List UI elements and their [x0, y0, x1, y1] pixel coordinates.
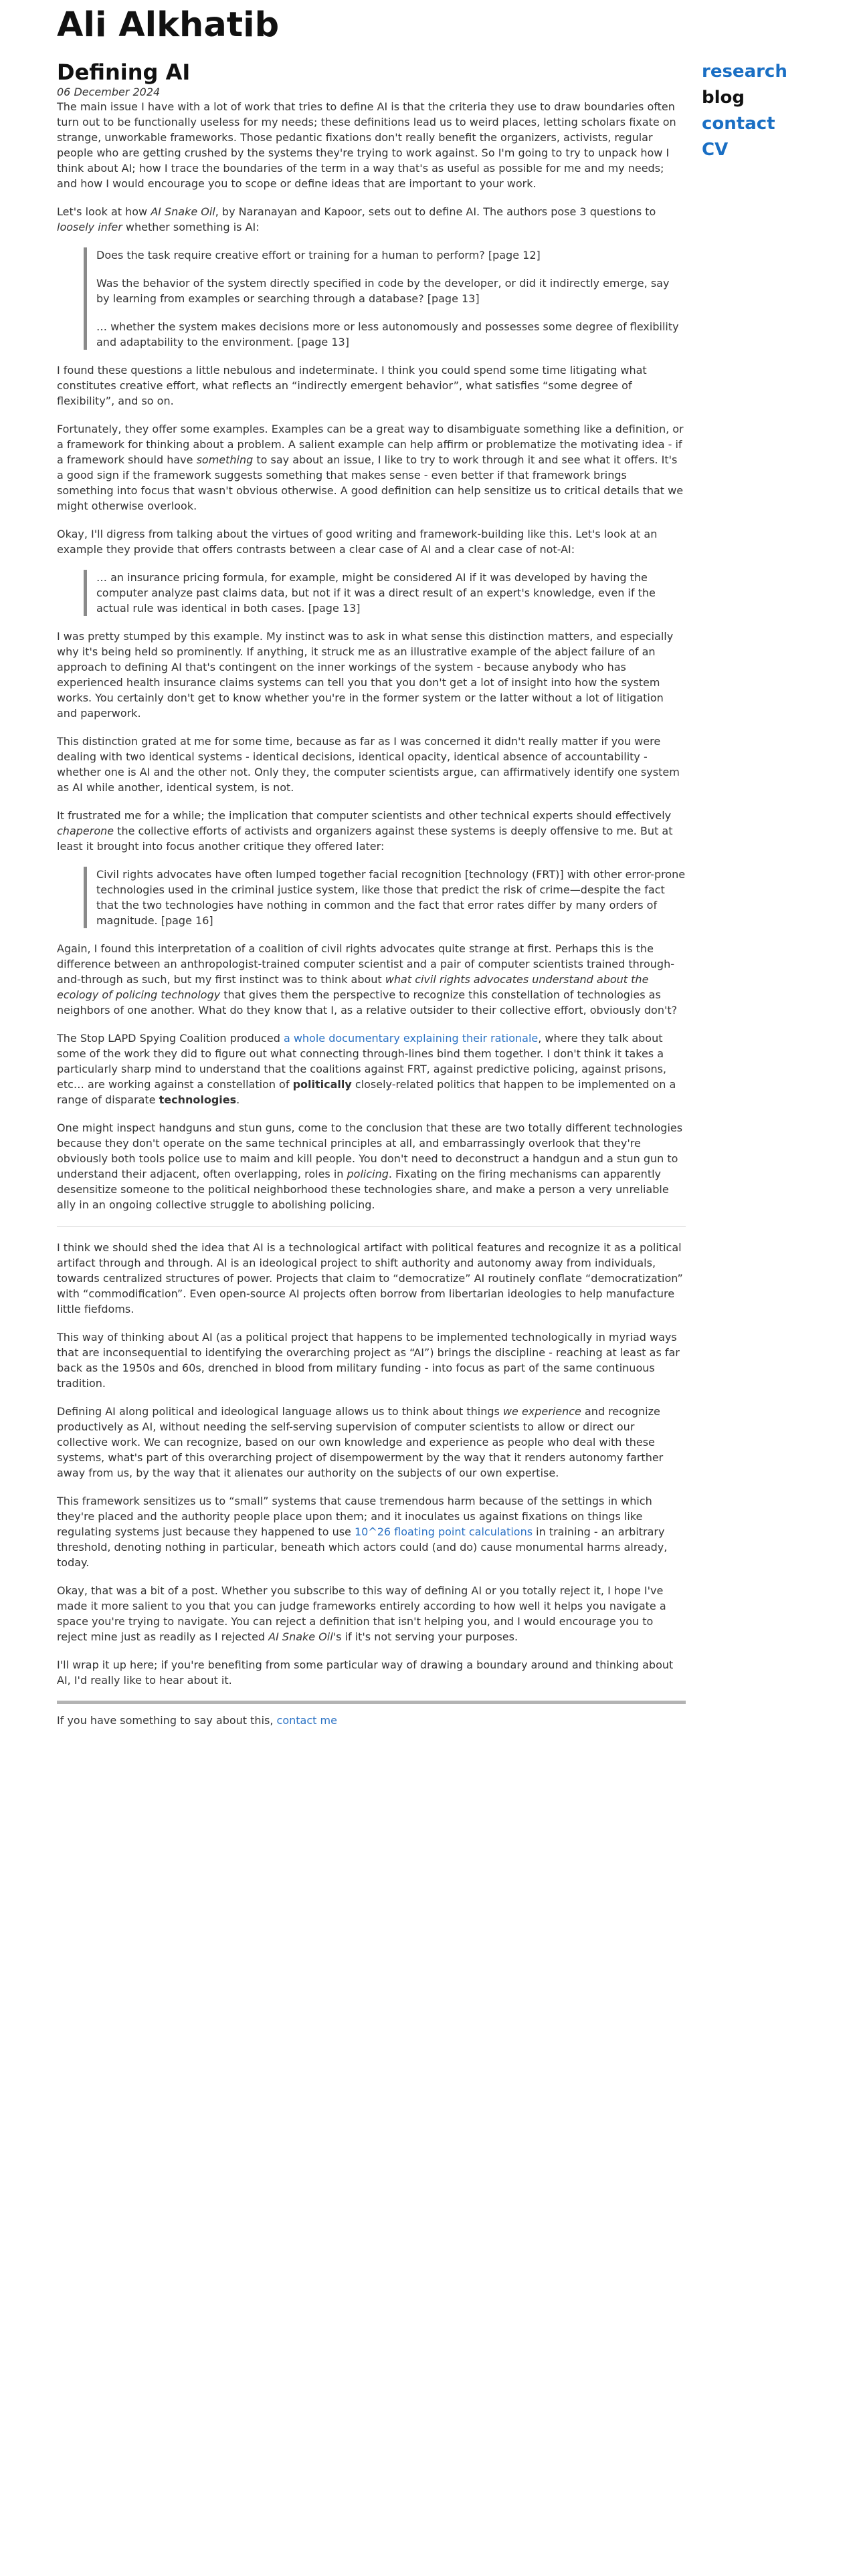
paragraph: [57, 808, 686, 854]
paragraph: This distinction grated at me for some time, because as far as I was concerned it didn't really matter if you were dealing with two identical systems - identical decisions, identical opacity, identical absence of accountability - whether one is AI and the other not. Only they, the computer scientists argue, can affirmatively identify one system as AI while another, identical system, is not.: [57, 735, 680, 794]
post-date: 06 December 2024: [57, 86, 161, 98]
quote-paragraph: … an insurance pricing formula, for example, might be considered AI if it was developed by having the computer analyze past claims data, but not if it was a direct result of an expert's knowledge, even if the actual rule was identical in both cases. [page 13]: [96, 571, 656, 615]
quote-paragraph: Civil rights advocates have often lumped together facial recognition [technology (FRT)] with other error-prone technologies used in the criminal justice system, like those that predict the risk of crime—despite the fact that the two technologies have nothing in common and the fact that error rates differ by many orders of magnitude. [page 16]: [96, 868, 686, 927]
section-divider: [57, 1226, 686, 1227]
nav-cv-link[interactable]: CV: [702, 140, 729, 160]
text: Let's look at how: [57, 205, 151, 218]
text: that gives them the perspective to recognize this constellation of technologies as neighbors of one another. What do they know that I, as a relative outsider to their collective effort, obviously don't?: [57, 988, 678, 1016]
documentary-link[interactable]: a whole documentary explaining their rationale: [283, 1032, 539, 1045]
text: . Fixating on the firing mechanisms can apparently desensitize someone to the political neighborhood these technologies share, and make a person a very unreliable ally in an ongoing collective struggle to abolishing policing.: [57, 1168, 669, 1211]
paragraph: [57, 1120, 686, 1212]
bold-text: technologies: [159, 1093, 237, 1106]
blockquote: [84, 570, 686, 616]
site-nav: [702, 59, 836, 163]
paragraph: I found these questions a little nebulous and indeterminate. I think you could spend some time litigating what constitutes creative effort, what reflects an “indirectly emergent behavior”, what satisfies “some degree of flexibility”, and so on.: [57, 364, 647, 407]
nav-research-link[interactable]: research: [702, 62, 787, 82]
paragraph: Okay, I'll digress from talking about the virtues of good writing and framework-building like this. Let's look at an example they provide that offers contrasts between a clear case of AI and a clear case of not-AI:: [57, 528, 658, 556]
emphasis: policing: [347, 1168, 389, 1180]
post-content: [57, 59, 686, 1728]
paragraph: [57, 421, 686, 514]
emphasis: what civil rights advocates understand about the ecology of policing technology: [57, 973, 649, 1001]
emphasis: we experience: [502, 1405, 581, 1418]
text: The Stop LAPD Spying Coalition produced: [57, 1032, 284, 1045]
paragraph: [57, 1404, 686, 1481]
footer-divider: [57, 1701, 686, 1704]
site-title: Ali Alkhatib: [57, 5, 280, 45]
text: to say about an issue, I like to try to work through it and see what it offers. It's a good sign if the framework suggests something that makes sense - even better if that framework brings something into focus that wasn't obvious otherwise. A good definition can help sensitize us to critical details that we might otherwise overlook.: [57, 453, 684, 512]
quote-paragraph: Was the behavior of the system directly specified in code by the developer, or did it indirectly emerge, say by learning from examples or searching through a database? [page 13]: [96, 277, 670, 305]
paragraph: I'll wrap it up here; if you're benefiting from some particular way of drawing a boundary around and thinking about AI, I'd really like to hear about it.: [57, 1658, 674, 1687]
emphasis: chaperone: [57, 825, 114, 837]
footer-text: [57, 1713, 686, 1728]
text: This framework sensitizes us to “small” systems that cause tremendous harm because of the settings in which they're placed and the authority people place upon them; and it inoculates us against fixations on things like regulating systems just because they happened to use: [57, 1495, 652, 1538]
post-title: Defining AI: [57, 60, 191, 85]
text: Again, I found this interpretation of a coalition of civil rights advocates quite strange at first. Perhaps this is the difference between an anthropologist-trained computer scientist and a pair of computer scientists trained through-and-through as such, but my first instinct was to think about: [57, 942, 674, 986]
paragraph: The main issue I have with a lot of work that tries to define AI is that the criteria they use to draw boundaries often turn out to be functionally useless for my needs; these definitions lead us to weird places, letting scholars fixate on strange, unworkable frameworks. Those pedantic fixations don't really benefit the organizers, activists, regular people who are getting crushed by the systems they're trying to work against. So I'm going to try to unpack how I think about AI; how I trace the boundaries of the term in a way that's as useful as possible for me and my needs; and how I would encourage you to scope or define ideas that are important to your work.: [57, 100, 676, 190]
paragraph: [57, 1583, 686, 1644]
book-title: AI Snake Oil: [151, 205, 215, 218]
text: the collective efforts of activists and organizers against these systems is deeply offensive to me. But at least it brought into focus another critique they offered later:: [57, 825, 673, 853]
text: Okay, that was a bit of a post. Whether you subscribe to this way of defining AI or you totally reject it, I hope I've made it more salient to you that you can judge frameworks entirely according to how well it helps you navigate a space you're trying to navigate. You can reject a definition that isn't helping you, and I would encourage you to reject mine just as readily as I rejected: [57, 1584, 666, 1643]
text: If you have something to say about this,: [57, 1714, 277, 1727]
paragraph: [57, 941, 686, 1018]
paragraph: [57, 204, 686, 235]
paragraph: I think we should shed the idea that AI is a technological artifact with political features and recognize it as a political artifact through and through. AI is an ideological project to shift authority and autonomy away from individuals, towards centralized structures of power. Projects that claim to “democratize” AI routinely conflate “democratization” with “commodification”. Even open-source AI projects often borrow from libertarian ideologies to help manufacture little fiefdoms.: [57, 1241, 683, 1315]
text: closely-related politics that happen to be implemented on a range of disparate: [57, 1078, 676, 1106]
nav-contact-link[interactable]: contact: [702, 114, 775, 134]
text: 's if it's not serving your purposes.: [332, 1630, 518, 1643]
text: , by Naranayan and Kapoor, sets out to define AI. The authors pose 3 questions to: [215, 205, 656, 218]
quote-paragraph: Does the task require creative effort or training for a human to perform? [page 12]: [96, 249, 541, 261]
paragraph: This way of thinking about AI (as a political project that happens to be implemented technologically in myriad ways that are inconsequential to identifying the overarching project as “AI”) brings the discipline - reaching at least as far back as the 1950s and 60s, drenched in blood from military funding - into focus as part of the same continuous tradition.: [57, 1331, 680, 1390]
paragraph: [57, 1493, 686, 1570]
text: whether something is AI:: [122, 221, 260, 233]
text: Fortunately, they offer some examples. Examples can be a great way to disambiguate something like a definition, or a framework for thinking about a problem. A salient example can help affirm or problematize the motivating idea - if a framework should have: [57, 423, 684, 466]
book-title: AI Snake Oil: [268, 1630, 333, 1643]
emphasis: loosely infer: [57, 221, 122, 233]
text: One might inspect handguns and stun guns, come to the conclusion that these are two totally different technologies because they don't operate on the same technical principles at all, and embarrassingly overlook that they're obviously both tools police use to maim and kill people. You don't need to deconstruct a handgun and a stun gun to understand their adjacent, often overlapping, roles in: [57, 1121, 683, 1180]
text: in training - an arbitrary threshold, denoting nothing in particular, beneath which actors could (and do) cause monumental harms already, today.: [57, 1525, 668, 1569]
floating-point-link[interactable]: 10^26 floating point calculations: [354, 1525, 533, 1538]
text: and recognize productively as AI, without needing the self-serving supervision of computer scientists to allow or direct our collective work. We can recognize, based on our own knowledge and experience as people who deal with these systems, what's part of this overarching project of disempowerment by the way that it renders autonomy farther away from us, by the way that it alienates our authority on the subjects of our own expertise.: [57, 1405, 664, 1479]
text: .: [236, 1093, 240, 1106]
blockquote: [84, 867, 686, 928]
paragraph: [57, 1031, 686, 1107]
paragraph: I was pretty stumped by this example. My instinct was to ask in what sense this distinction matters, and especially why it's being held so prominently. If anything, it struck me as an illustrative example of the abject failure of an approach to defining AI that's contingent on the inner workings of the system - because anybody who has experienced health insurance claims systems can tell you that you don't get a lot of insight into how the system works. You certainly don't get to know whether you're in the former system or the latter without a lot of litigation and paperwork.: [57, 630, 674, 720]
text: , where they talk about some of the work they did to figure out what connecting through-lines bind them together. I don't think it takes a particularly sharp mind to understand that the coalitions against FRT, against predictive policing, against prisons, etc… are working against a constellation of: [57, 1032, 667, 1091]
contact-me-link[interactable]: contact me: [276, 1714, 337, 1727]
quote-paragraph: … whether the system makes decisions more or less autonomously and possesses some degree of flexibility and adaptability to the environment. [page 13]: [96, 320, 679, 348]
blockquote: [84, 247, 686, 350]
bold-text: politically: [292, 1078, 352, 1091]
emphasis: something: [196, 453, 254, 466]
text: Defining AI along political and ideological language allows us to think about things: [57, 1405, 503, 1418]
text: It frustrated me for a while; the implication that computer scientists and other technical experts should effectively: [57, 809, 672, 822]
nav-blog-link[interactable]: blog: [702, 88, 745, 108]
